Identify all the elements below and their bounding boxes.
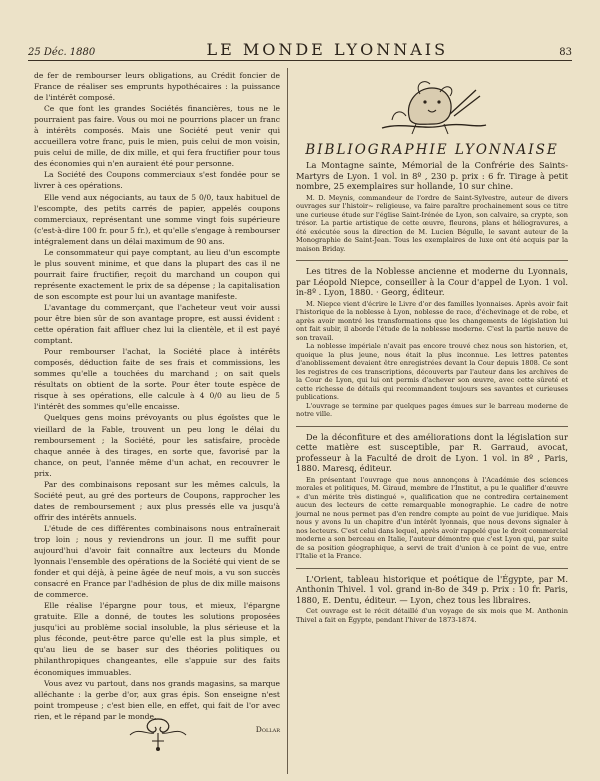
entry-separator [296, 568, 568, 569]
paragraph: L'étude de ces différentes combinaisons nous entraînerait trop loin ; nous y reviendrons un jour. Il me suffit pour aujourd'hui d'avoir fait connaître aux lecteurs du Monde lyonnais l'ensemble des opérations de la Société qui vient de se fonder et qui déjà, à peine âgée de neuf mois, a vu son succès consacré en France par l'adhésion de plus de dix mille maisons de commerce. [34, 523, 280, 600]
bibliography-entry [296, 432, 568, 561]
paragraph: Elle vend aux négociants, au taux de 5 0/0, taux habituel de l'escompte, des petits carrés de papier, appelés coupons commerciaux, représentant une somme vingt fois supérieure (c'est-à-dire 100 fr. pour 5 fr.), et qu'elle s'engage à rembourser intégralement dans un délai maximum de 90 ans. [34, 192, 280, 246]
entry-text: Cet ouvrage est le récit détaillé d'un voyage de six mois que M. Anthonin Thivel a fait en Égypte, pendant l'hiver de 1873-1874. [296, 607, 568, 624]
entry-text: M. D. Meynis, commandeur de l'ordre de Saint-Sylvestre, auteur de divers ouvrages sur l'histoir~ religieuse, va faire paraître prochainement sous ce titre une curieuse étude sur l'église Saint-Irénée de Lyon, son calvaire, sa crypte, son trésor. La partie artistique de cette œuvre, fleurons, plans et héliogravures, a été exécutée sous la direction de M. Lucien Bégulle, le savant auteur de la Monographie de Saint-Jean. Tous les exemplaires de luxe ont été acquis par la maison Briday. [296, 193, 568, 253]
section-title: BIBLIOGRAPHIE LYONNAISE [305, 142, 559, 158]
paragraph: Vous avez vu partout, dans nos grands magasins, sa marque alléchante : la gerbe d'or, aux gras épis. Son enseigne n'est point trompeuse ; c'est bien elle, en effet, qui fait de l'or avec rien, et le répand par le monde. [34, 678, 280, 721]
paragraph: Elle réalise l'épargne pour tous, et mieux, l'épargne gratuite. Elle a donné, de toutes les solutions proposées jusqu'ici au problème social insoluble, la plus sérieuse et la plus féconde, peut-être parce qu'elle est la plus simple, et qu'au lieu de se baser sur des théories politiques ou philanthropiques changeantes, elle s'appuie sur des faits économiques immuables. [34, 601, 280, 677]
entry-heading: L'Orient, tableau historique et poétique de l'Égypte, par M. Anthonin Thivel. 1 vol. grand in-8o de 349 p. Prix : 10 fr. Paris, 1880, E. Dentu, éditeur. — Lyon, chez tous les libraires. [296, 573, 568, 605]
ornament-icon [118, 713, 198, 753]
entry-text: La noblesse impériale n'avait pas encore trouvé chez nous son historien, et, quoique la plus jeune, nous était la plus inconnue. Les lettres patentes d'anoblissement devaient être enregistrées devant la Cour depuis 1808. Ce sont les registres de ces transcriptions, découverts par l'auteur dans les archives de la Cour de Lyon, qui lui ont permis d'achever son œuvre, avec cette sûreté et cette richesse de détails qui recommandent toujours ses savantes et curieuses publications. [296, 342, 568, 402]
paragraph: Pour rembourser l'achat, la Société place à intérêts composés, déduction faite de ses frais et commissions, les sommes qu'elle a touchées du marchand ; on sait quels résultats on obtient de la sorte. Pour êter toute espèce de risque à ses opérations, elle calcule à 4 0/0 au lieu de 5 l'intérêt des sommes qu'elle encaisse. [34, 347, 280, 412]
right-column [296, 70, 568, 776]
header-title: LE MONDE LYONNAIS [206, 40, 449, 59]
bibliography-entry [296, 160, 568, 253]
entry-heading: De la déconfiture et des améliorations dont la législation sur cette matière est susceptible, par R. Garraud, avocat, professeur à la Faculté de droit de Lyon. 1 vol. in 8º , Paris, 1880. Maresq, éditeur. [296, 431, 568, 474]
entry-separator [296, 260, 568, 261]
header-date: 25 Déc. 1880 [28, 47, 96, 58]
paragraph: Ce que font les grandes Sociétés financières, tous ne le pourraient pas faire. Vous ou moi ne pourrions placer un franc à intérêts composés. Mais une Société peut venir qui accueillera votre franc, puis le mien, puis celui de mon voisin, puis celui de mille, de dix mille, et qui fera fructifier pour tous des économies qui n'en auraient été pour personne. [34, 104, 280, 169]
column-divider [287, 68, 288, 774]
left-column [34, 70, 280, 734]
entry-heading: La Montagne sainte, Mémorial de la Confrérie des Saints-Martyrs de Lyon. 1 vol. in 8º , 230 p. prix : 6 fr. Tirage à petit nombre, 25 exemplaires sur hollande, 10 sur chine. [296, 160, 568, 192]
header-page-number: 83 [559, 47, 572, 58]
paragraph: La Société des Coupons commerciaux s'est fondée pour se livrer à ces opérations. [34, 170, 280, 191]
page-header [28, 40, 572, 61]
signature: Dollar [255, 724, 280, 734]
entry-text: L'ouvrage se termine par quelques pages émues sur le barreau moderne de notre ville. [296, 401, 568, 419]
bibliography-entry [296, 266, 568, 419]
entry-separator [296, 426, 568, 427]
paragraph: Par des combinaisons reposant sur les mêmes calculs, la Société peut, au gré des porteurs de Coupons, rapprocher les dates de remboursement ; aux plus pressés elle va jusqu'à offrir des intérêts annuels. [34, 479, 280, 522]
entry-text: M. Niepce vient d'écrire le Livre d'or des familles lyonnaises. Après avoir fait l'historique de la noblesse à Lyon, noblesse de race, d'échevinage et de robe, et après avoir montré les transformations que les changements de législation lui ont fait subir, il aborde l'étude de la noblesse moderne. C'est la partie neuve de son travail. [296, 299, 568, 342]
entry-text: En présentant l'ouvrage que nous annonçons à l'Académie des sciences morales et politiques, M. Giraud, membre de l'Institut, a pu le qualifier d'œuvre « d'un mérite très distingué », qualification que ne contredira certainement aucun des lecteurs de cette remarquable monographie. Le cadre de notre journal ne nous permet pas d'en rendre compte au point de vue juridique. Mais nous y avons lu un chapitre d'un intérêt lyonnais, que nous devons signaler à nos lecteurs. C'est celui dans lequel, après avoir rappelé que le droit commercial moderne a son berceau en Italie, l'auteur démontre que c'est Lyon qui, par suite de sa position géographique, a servi de trait d'union à ce point de vue, entre l'Italie et la France. [296, 475, 568, 561]
paragraph: Le consommateur qui paye comptant, au lieu d'un escompte le plus souvent minime, et que dans la plupart des cas il ne pourrait faire fructifier, reçoit du marchand un coupon qui représente exactement le prix de sa dépense ; la capitalisation de son escompte est pour lui un avantage manifeste. [34, 247, 280, 301]
paragraph: Quelques gens moins prévoyants ou plus égoïstes que le vieillard de la Fable, trouvent un peu long le délai du remboursement ; la Société, pour les satisfaire, procède chaque année à des tirages, en sorte que, favorisé par la chance, on peut, l'année même d'un achat, en recouvrer le prix. [34, 413, 280, 478]
paragraph: L'avantage du commerçant, que l'acheteur veut voir aussi pour être bien sûr de son avantage propre, est aussi évident : cette opération fait affluer chez lui la clientèle, et il est payé comptant. [34, 302, 280, 346]
paragraph: de fer de rembourser leurs obligations, au Crédit foncier de France de réaliser ses emprunts hypothécaires : la puissance de l'intérêt composé. [34, 71, 280, 103]
bibliography-entry [296, 574, 568, 625]
entry-heading: Les titres de la Noblesse ancienne et moderne du Lyonnais, par Léopold Niepce, conseiller à la Cour d'appel de Lyon. 1 vol. in-8º . Lyon, 1880. · Georg, éditeur. [296, 266, 568, 298]
lion-vignette-icon [372, 70, 492, 140]
